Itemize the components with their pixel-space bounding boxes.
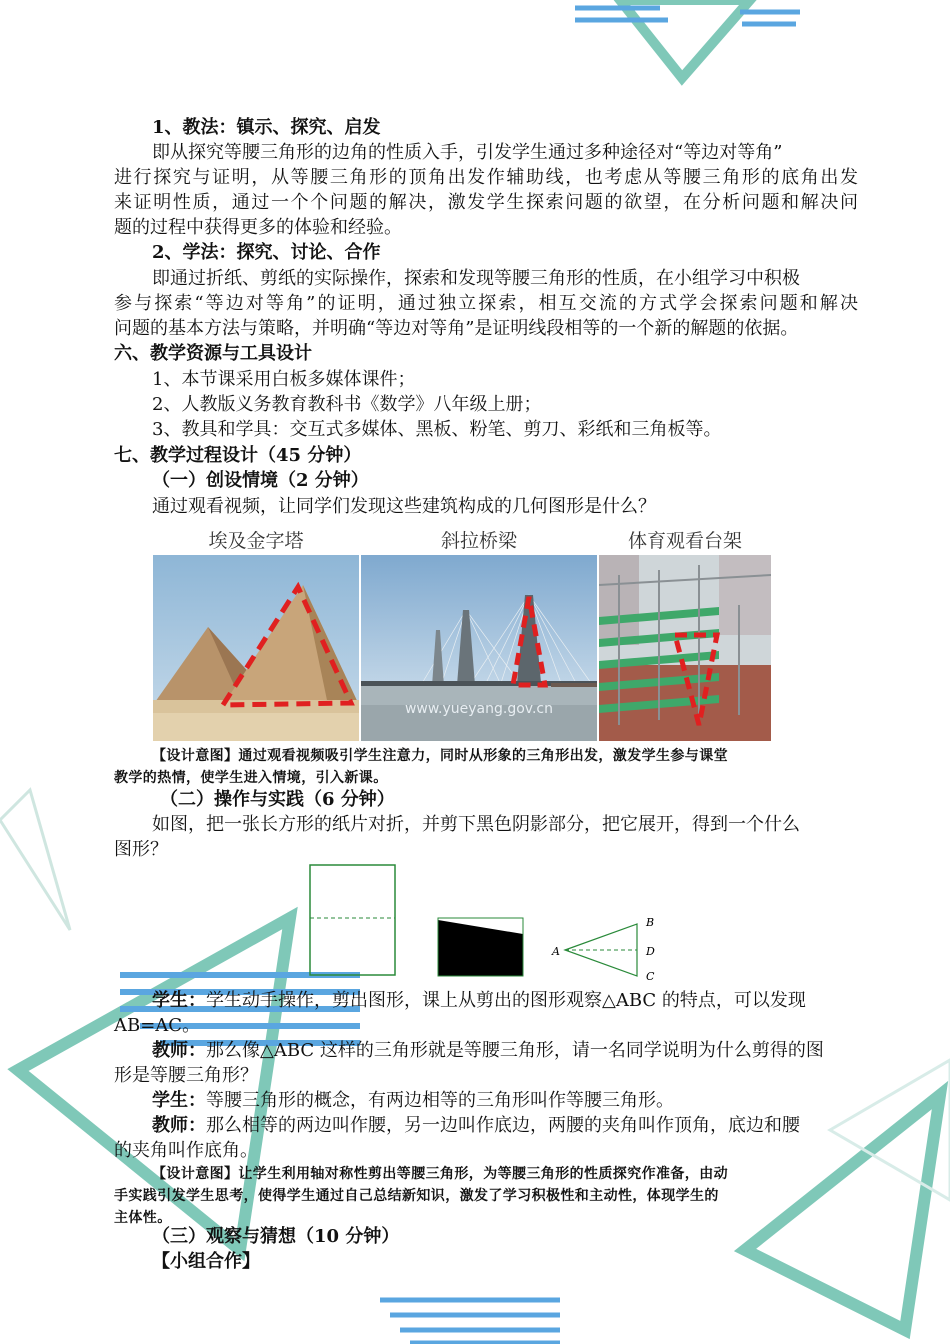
bridge-photo [361,555,597,741]
label-b: B [646,916,655,929]
photo-title-bridge: 斜拉桥梁 [440,530,517,552]
part-one-heading: （一）创设情境（2 分钟） [152,470,369,491]
section-seven-heading: 七、教学过程设计（45 分钟） [114,445,362,466]
paragraph-line: 参与探索“等边对等角”的证明，通过独立探索，相互交流的方式学会探索问题和解决 [114,293,858,314]
teacher-line-1b: 形是等腰三角形？ [114,1065,258,1086]
folded-paper-rect [310,865,395,975]
student-line-1: 学生：学生动手操作，剪出图形，课上从剪出的图形观察△ABC 的特点，可以发现 [152,990,806,1011]
group-cooperation-label: 【小组合作】 [152,1251,260,1272]
teacher-line-2b: 的夹角叫作底角。 [114,1140,258,1161]
section-six-heading: 六、教学资源与工具设计 [114,343,312,364]
part-two-text: 如图，把一张长方形的纸片对折，并剪下黑色阴影部分，把它展开，得到一个什么 [152,814,800,835]
resource-item: 3、教具和学具：交互式多媒体、黑板、粉笔、剪刀、彩纸和三角板等。 [152,419,722,440]
pyramid-photo [153,555,359,741]
paragraph-line: 问题的基本方法与策略，并明确“等边对等角”是证明线段相等的一个新的解题的依据。 [114,318,799,339]
paper-folding-figure [300,860,670,980]
cut-shape-black [438,920,523,976]
student-line-1b: AB=AC。 [114,1015,201,1036]
label-c: C [646,970,655,980]
part-three-heading: （三）观察与猜想（10 分钟） [152,1226,400,1247]
photo-title-pyramid: 埃及金字塔 [208,530,304,552]
part-two-text: 图形？ [114,839,168,860]
part-two-heading: （二）操作与实践（6 分钟） [160,789,395,810]
design-intent-line: 教学的热情，使学生进入情境，引入新课。 [114,770,388,786]
teacher-line-1: 教师：那么像△ABC 这样的三角形就是等腰三角形，请一名同学说明为什么剪得的图 [152,1040,824,1061]
photo-title-bleachers: 体育观看台架 [627,530,742,552]
part-one-text: 通过观看视频，让同学们发现这些建筑构成的几何图形是什么？ [152,496,656,517]
paragraph-line: 即通过折纸、剪纸的实际操作，探索和发现等腰三角形的性质，在小组学习中积极 [152,268,800,289]
resource-item: 2、人教版义务教育教科书《数学》八年级上册； [152,394,542,415]
label-a: A [552,945,560,958]
bleachers-photo [599,555,771,741]
teacher-line-2: 教师：那么相等的两边叫作腰，另一边叫作底边，两腰的夹角叫作顶角，底边和腰 [152,1115,800,1136]
design-intent-line: 【设计意图】通过观看视频吸引学生注意力，同时从形象的三角形出发，激发学生参与课堂 [152,748,728,764]
paragraph-line: 来证明性质，通过一个个问题的解决，激发学生探索问题的欲望，在分析问题和解决问 [114,192,858,213]
paragraph-line: 即从探究等腰三角形的边角的性质入手，引发学生通过多种途径对“等边对等角” [152,142,783,163]
resource-item: 1、本节课采用白板多媒体课件； [152,369,416,390]
watermark: www.yueyang.gov.cn [404,701,554,717]
learning-method-heading: 2、学法：探究、讨论、合作 [152,242,381,263]
paragraph-line: 题的过程中获得更多的体验和经验。 [114,217,402,238]
paragraph-line: 进行探究与证明，从等腰三角形的顶角出发作辅助线，也考虑从等腰三角形的底角出发 [114,167,858,188]
design-intent-line: 【设计意图】让学生利用轴对称性剪出等腰三角形，为等腰三角形的性质探究作准备，由动 [152,1166,728,1182]
design-intent-line: 主体性。 [114,1210,172,1226]
design-intent-line: 手实践引发学生思考，使得学生通过自己总结新知识，激发了学习积极性和主动性，体现学生的 [114,1188,719,1204]
student-line-2: 学生：等腰三角形的概念，有两边相等的三角形叫作等腰三角形。 [152,1090,674,1111]
label-d: D [646,945,655,958]
teaching-method-heading: 1、教法：镇示、探究、启发 [152,117,381,138]
